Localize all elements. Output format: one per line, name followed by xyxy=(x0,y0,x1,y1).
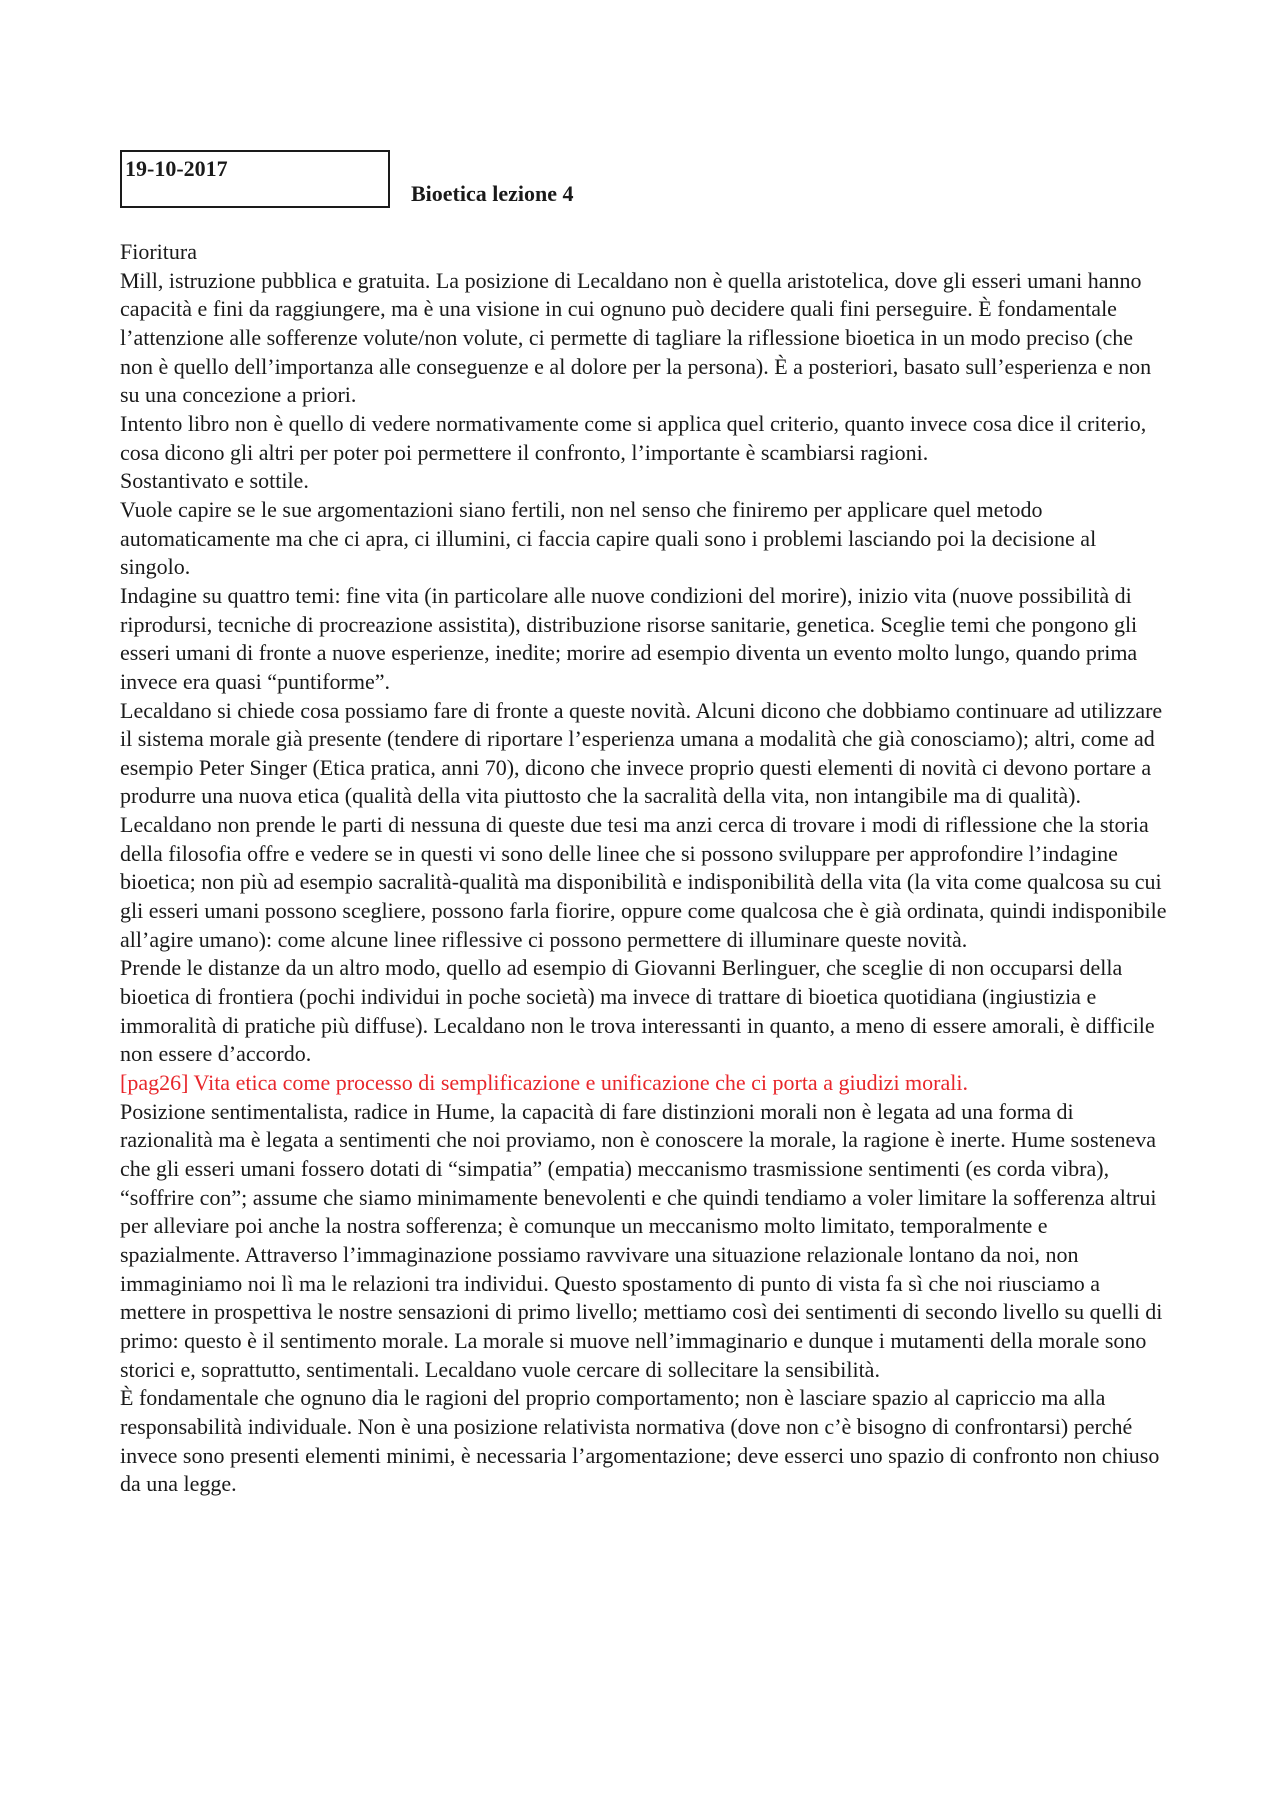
paragraph: Posizione sentimentalista, radice in Hume, la capacità di fare distinzioni morali non è legata ad una forma di razionalità ma è legata a sentimenti che noi proviamo, non è conoscere la morale, la ragione è inerte. Hume sosteneva che gli esseri umani fossero dotati di “simpatia” (empatia) meccanismo trasmissione sentimenti (es corda vibra), “soffrire con”; assume che siamo minimamente benevolenti e che quindi tendiamo a voler limitare la sofferenza altrui per alleviare poi anche la nostra sofferenza; è comunque un meccanismo molto limitato, temporalmente e spazialmente. Attraverso l’immaginazione possiamo ravvivare una situazione relazionale lontano da noi, non immaginiamo noi lì ma le relazioni tra individui. Questo spostamento di punto di vista fa sì che noi riusciamo a mettere in prospettiva le nostre sensazioni di primo livello; mettiamo così dei sentimenti di secondo livello su quelli di primo: questo è il sentimento morale. La morale si muove nell’immaginario e dunque i mutamenti della morale sono storici e, soprattutto, sentimentali. Lecaldano vuole cercare di sollecitare la sensibilità. xyxy=(120,1098,1163,1382)
paragraph: Sostantivato e sottile. xyxy=(120,468,309,494)
paragraph: Vuole capire se le sue argomentazioni siano fertili, non nel senso che finiremo per applicare quel metodo automaticamente ma che ci apra, ci illumini, ci faccia capire quali sono i problemi lasciando poi la decisione al singolo. xyxy=(120,496,1097,580)
paragraph: È fondamentale che ognuno dia le ragioni del proprio comportamento; non è lasciare spazio al capriccio ma alla responsabilità individuale. Non è una posizione relativista normativa (dove non c’è bisogno di confrontarsi) perché invece sono presenti elementi minimi, è necessaria l’argomentazione; deve esserci uno spazio di confronto non chiuso da una legge. xyxy=(120,1385,1160,1497)
lecture-date: 19-10-2017 xyxy=(125,156,228,181)
paragraph: Prende le distanze da un altro modo, quello ad esempio di Giovanni Berlinguer, che sceglie di non occuparsi della bioetica di frontiera (pochi individui in poche società) ma invece di trattare di bioetica quotidiana (ingiustizia e immoralità di pratiche più diffuse). Lecaldano non le trova interessanti in quanto, a meno di essere amorali, è difficile non essere d’accordo. xyxy=(120,955,1155,1067)
paragraph: Fioritura xyxy=(120,239,197,264)
date-box xyxy=(120,150,390,208)
highlighted-paragraph: [pag26] Vita etica come processo di semplificazione e unificazione che ci porta a giudizi morali. xyxy=(120,1070,968,1096)
paragraph: Intento libro non è quello di vedere normativamente come si applica quel criterio, quanto invece cosa dice il criterio, cosa dicono gli altri per poter poi permettere il confronto, l’importante è scambiarsi ragioni. xyxy=(120,410,1147,465)
paragraph: Lecaldano si chiede cosa possiamo fare di fronte a queste novità. Alcuni dicono che dobbiamo continuare ad utilizzare il sistema morale già presente (tendere di riportare l’esperienza umana a modalità che già conosciamo); altri, come ad esempio Peter Singer (Etica pratica, anni 70), dicono che invece proprio questi elementi di novità ci devono portare a produrre una nuova etica (qualità della vita piuttosto che la sacralità della vita, non intangibile ma di qualità). Lecaldano non prende le parti di nessuna di queste due tesi ma anzi cerca di trovare i modi di riflessione che la storia della filosofia offre e vedere se in questi vi sono delle linee che si possono sviluppare per approfondire l’indagine bioetica; non più ad esempio sacralità-qualità ma disponibilità e indisponibilità della vita (la vita come qualcosa su cui gli esseri umani possono scegliere, possono farla fiorire, oppure come qualcosa che è già ordinata, quindi indisponibile all’agire umano): come alcune linee riflessive ci possono permettere di illuminare queste novità. xyxy=(120,697,1167,952)
document-body xyxy=(120,238,1170,1499)
paragraph: Indagine su quattro temi: fine vita (in particolare alle nuove condizioni del morire), inizio vita (nuove possibilità di riprodursi, tecniche di procreazione assistita), distribuzione risorse sanitarie, genetica. Sceglie temi che pongono gli esseri umani di fronte a nuove esperienze, inedite; morire ad esempio diventa un evento molto lungo, quando prima invece era quasi “puntiforme”. xyxy=(120,582,1138,694)
paragraph: Mill, istruzione pubblica e gratuita. La posizione di Lecaldano non è quella aristotelica, dove gli esseri umani hanno capacità e fini da raggiungere, ma è una visione in cui ognuno può decidere quali fini perseguire. È fondamentale l’attenzione alle sofferenze volute/non volute, ci permette di tagliare la riflessione bioetica in un modo preciso (che non è quello dell’importanza alle conseguenze e al dolore per la persona). È a posteriori, basato sull’esperienza e non su una concezione a priori. xyxy=(120,267,1152,408)
document-title: Bioetica lezione 4 xyxy=(411,181,574,206)
